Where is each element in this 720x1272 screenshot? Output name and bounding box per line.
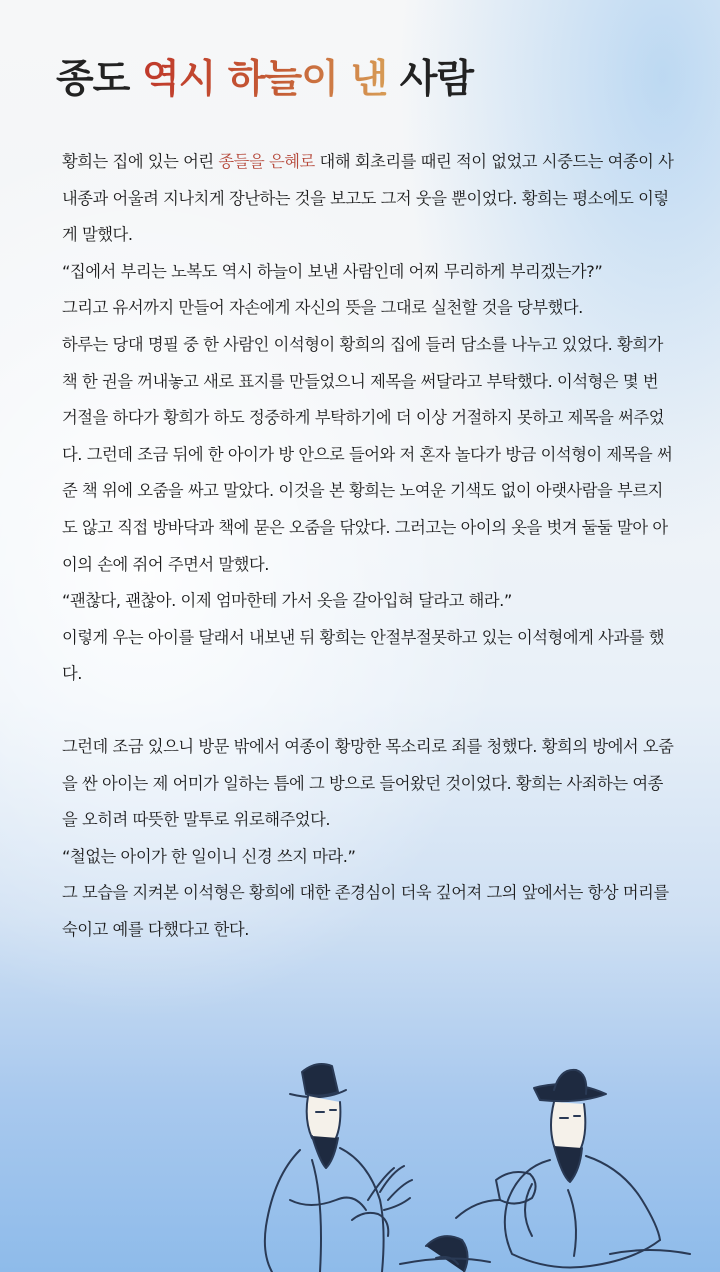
highlight-grace: 은혜로 <box>268 152 315 171</box>
paragraph-4: 이렇게 우는 아이를 달래서 내보낸 뒤 황희는 안절부절못하고 있는 이석형에게 사과를 했다. <box>62 627 664 684</box>
title-tail: 사람 <box>387 57 474 102</box>
title-accent: 역시 하늘이 낸 <box>141 57 388 102</box>
scholars-illustration <box>250 1050 720 1272</box>
page-title <box>56 55 473 105</box>
paragraph-3: 하루는 당대 명필 중 한 사람인 이석형이 황희의 집에 들러 담소를 나누고 있었다. 황희가 책 한 권을 꺼내놓고 새로 표지를 만들었으니 제목을 써달라고 부탁했다. 이석형은 몇 번 거절을 하다가 황희가 하도 정중하게 부탁하기에 더 이상 거절하지 못하고 제목을 써주었다. 그런데 조금 뒤에 한 아이가 방 안으로 들어와 저 혼자 놀다가 방금 이석형이 제목을 써 준 책 위에 오줌을 싸고 말았다. 이것을 본 황희는 노여운 기색도 없이 아랫사람을 부르지도 않고 직접 방바닥과 책에 묻은 오줌을 닦았다. 그러고는 아이의 옷을 벗겨 둘둘 말아 아이의 손에 쥐어 주면서 말했다. <box>62 334 673 574</box>
highlight-servants: 종들을 <box>218 152 265 171</box>
quote-1: “집에서 부리는 노복도 역시 하늘이 보낸 사람인데 어찌 무리하게 부리겠는가?” <box>62 261 603 281</box>
title-plain: 종도 <box>56 57 142 102</box>
paragraph-1-part-a: 황희는 집에 있는 어린 <box>62 152 219 171</box>
quote-2: “괜찮다, 괜찮아. 이제 엄마한테 가서 옷을 갈아입혀 달라고 해라.” <box>62 591 512 611</box>
paragraph-1-part-c: 대해 회초리를 때린 적이 없었고 시중드는 여종이 사내종과 어울려 지나치게 장난하는 것을 보고도 그저 웃을 뿐이었다. 황희는 평소에도 이렇게 말했다. <box>62 152 674 245</box>
paragraph-1 <box>62 144 677 254</box>
paragraph-2: 그리고 유서까지 만들어 자손에게 자신의 뜻을 그대로 실천할 것을 당부했다. <box>62 298 583 318</box>
scholars-ink-drawing-icon <box>250 1050 720 1272</box>
quote-3: “철없는 아이가 한 일이니 신경 쓰지 마라.” <box>62 846 356 866</box>
paragraph-6: 그 모습을 지켜본 이석형은 황희에 대한 존경심이 더욱 깊어져 그의 앞에서는 항상 머리를 숙이고 예를 다했다고 한다. <box>62 883 669 939</box>
paragraph-5: 그런데 조금 있으니 방문 밖에서 여종이 황망한 목소리로 죄를 청했다. 황희의 방에서 오줌을 싼 아이는 제 어미가 일하는 틈에 그 방으로 들어왔던 것이었다. 황희는 사죄하는 여종을 오히려 따뜻한 말투로 위로해주었다. <box>62 736 674 830</box>
story-text <box>62 144 677 948</box>
